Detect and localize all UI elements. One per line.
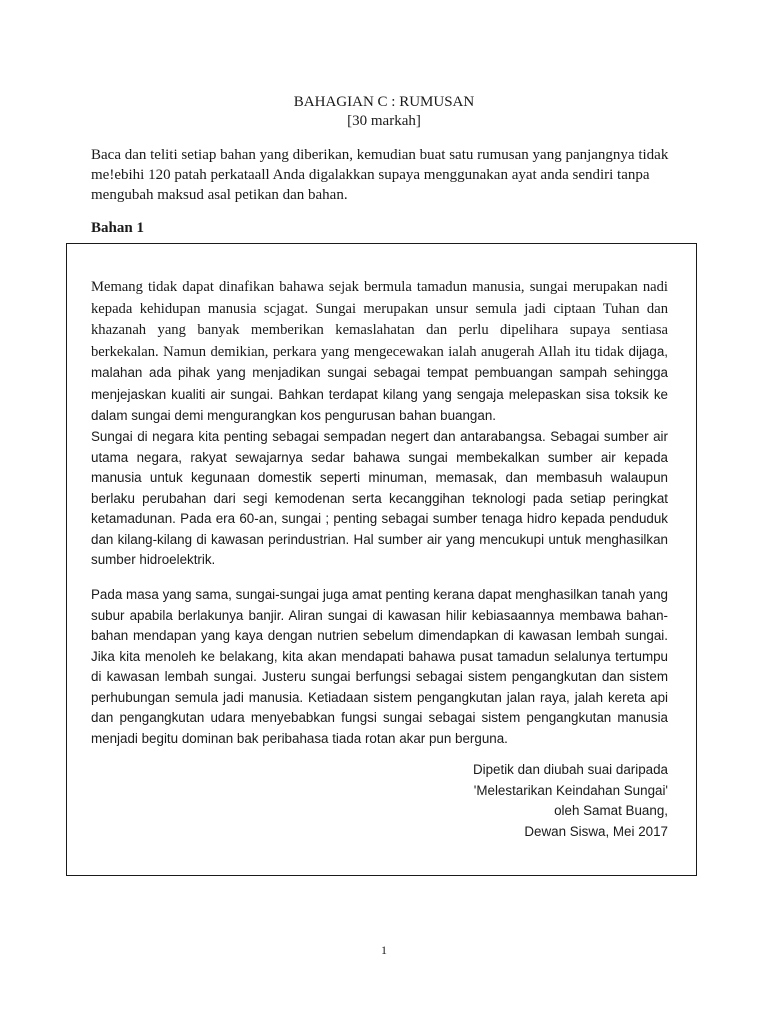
passage-paragraph-1-sans: dijaga, malahan ada pihak yang menjadikan sungai sebagai tempat pembuangan sampah sehingga menjejaskan kualiti air sungai. Bahkan terdapat kilang yang sengaja melepaskan sisa toksik ke dalam sungai demi mengurangkan kos pengurusan bahan buangan. [91,343,668,423]
marks-label: [30 markah] [347,113,421,129]
passage-paragraph-3: Pada masa yang sama, sungai-sungai juga amat penting kerana dapat menghasilkan tanah yang subur apabila berlakunya banjir. Aliran sungai di kawasan hilir kebiasaannya membawa bahan-bahan mendapan yang kaya dengan nutrien sebelum dimendapkan di kawasan lembah sungai. Jika kita menoleh ke belakang, kita akan mendapati bahawa pusat tamadun selalunya tertumpu di kawasan lembah sungai. Justeru sungai berfungsi sebagai sistem pengangkutan dan sistem perhubungan semula jadi manusia. Ketiadaan sistem pengangkutan jalan raya, jalah kereta api dan pengangkutan udara menyebabkan fungsi sungai sebagai sistem pengangkutan manusia menjadi begitu dominan bak peribahasa tiada rotan akar pun berguna. [91,587,668,746]
passage-paragraph-1 [91,277,668,428]
passage-paragraph-1-serif: Memang tidak dapat dinafikan bahawa sejak bermula tamadun manusia, sungai merupakan nadi kepada kehidupan manusia scjagat. Sungai merupakan unsur semula jadi ciptaan Tuhan dan khazanah yang banyak memberikan kemaslahatan dan perlu dipelihara supaya sentiasa berkekalan. Namun demikian, perkara yang mengecewakan ialah anugerah Allah itu tidak [91,279,668,360]
passage-paragraph-2: Sungai di negara kita penting sebagai sempadan negert dan antarabangsa. Sebagai sumber air utama negara, rakyat sewajarnya sedar bahawa sungai membekalkan sumber air kepada manusia untuk kegunaan domestik seperti minuman, memasak, dan membasuh walaupun berlaku perubahan dari segi kemodenan serta kecanggihan teknologi pada setiap peringkat ketamadunan. Pada era 60-an, sungai ; penting sebagai sumber tenaga hidro kepada penduduk dan kilang-kilang di kawasan perindustrian. Hal sumber air yang mencukupi untuk menghasilkan sumber hidroelektrik. [91,429,668,567]
page-number: 1 [381,943,387,957]
citation-line-1: Dipetik dan diubah suai daripada [472,762,668,777]
bahan-passage-box [66,243,697,876]
bahan-label: Bahan 1 [91,220,144,236]
citation-line-2: 'Melestarikan Keindahan Sungai' [473,782,668,798]
citation-line-4: Dewan Siswa, Mei 2017 [524,823,668,839]
source-citation [473,760,668,842]
section-title: BAHAGIAN C : RUMUSAN [293,94,475,110]
instructions-text: Baca dan teliti setiap bahan yang diberikan, kemudian buat satu rumusan yang panjangnya tidak me!ebihi 120 patah perkataall Anda digalakkan supaya menggunakan ayat anda sendiri tanpa mengubah maksud asal petikan dan bahan. [91,147,669,203]
citation-line-3: oleh Samat Buang, [554,803,668,818]
